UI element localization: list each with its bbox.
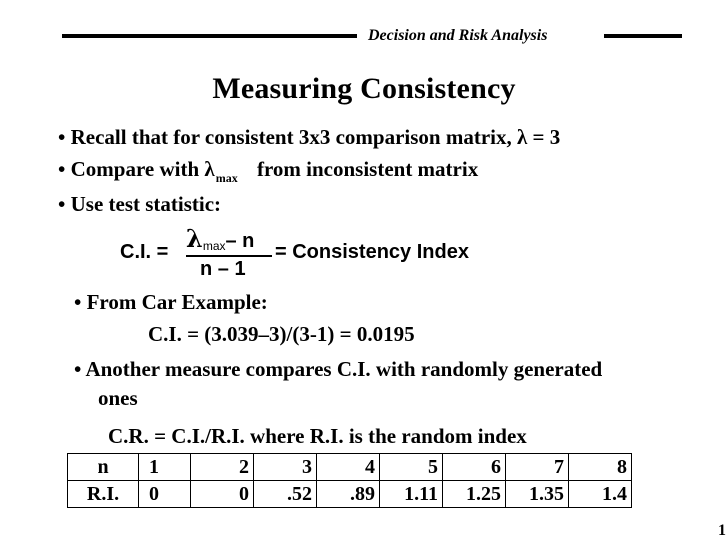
formula-lambda: λ bbox=[186, 224, 203, 253]
bullet-another-measure: • Another measure compares C.I. with randomly generated bbox=[74, 357, 603, 381]
bullet-recall: • Recall that for consistent 3x3 comparison matrix, λ = 3 bbox=[58, 125, 561, 149]
car-example-formula: C.I. = (3.039–3)/(3-1) = 0.0195 bbox=[148, 322, 415, 346]
table-cell: 6 bbox=[443, 454, 506, 481]
table-cell: 8 bbox=[569, 454, 632, 481]
table-cell: 1 bbox=[139, 454, 191, 481]
table-row-n bbox=[68, 454, 632, 481]
bullet-test-statistic: • Use test statistic: bbox=[58, 192, 222, 216]
bullet-compare bbox=[58, 157, 478, 186]
table-header-ri: R.I. bbox=[68, 481, 139, 508]
slide-title: Measuring Consistency bbox=[212, 72, 516, 105]
formula-fraction-bar bbox=[186, 255, 272, 257]
table-cell: 0 bbox=[191, 481, 254, 508]
table-cell: 1.35 bbox=[506, 481, 569, 508]
table-cell: 1.4 bbox=[569, 481, 632, 508]
header-rule-left bbox=[62, 34, 357, 38]
random-index-table bbox=[67, 453, 632, 508]
table-cell: 3 bbox=[254, 454, 317, 481]
formula-minus-n: – n bbox=[225, 230, 255, 252]
table-cell: .89 bbox=[317, 481, 380, 508]
formula-lhs: C.I. = bbox=[120, 241, 169, 263]
table-cell: 2 bbox=[191, 454, 254, 481]
table-cell: 5 bbox=[380, 454, 443, 481]
cr-definition: C.R. = C.I./R.I. where R.I. is the random index bbox=[108, 424, 527, 448]
bullet-compare-subscript: max bbox=[215, 171, 238, 185]
bullet-another-measure-cont: ones bbox=[98, 386, 138, 410]
bullet-car-example: • From Car Example: bbox=[74, 290, 268, 314]
table-cell: 1.11 bbox=[380, 481, 443, 508]
table-cell: 1.25 bbox=[443, 481, 506, 508]
table-cell: 7 bbox=[506, 454, 569, 481]
formula-max-subscript: max bbox=[202, 239, 226, 253]
table-cell: .52 bbox=[254, 481, 317, 508]
header-title: Decision and Risk Analysis bbox=[368, 27, 548, 44]
table-header-n: n bbox=[68, 454, 139, 481]
bullet-compare-rest: from inconsistent matrix bbox=[256, 157, 479, 181]
table-cell: 4 bbox=[317, 454, 380, 481]
table-row-ri bbox=[68, 481, 632, 508]
formula-numerator bbox=[186, 224, 254, 253]
page-number: 1 bbox=[718, 522, 726, 539]
formula-denominator: n – 1 bbox=[200, 258, 246, 280]
formula-rhs: = Consistency Index bbox=[275, 241, 469, 263]
header-rule-right bbox=[604, 34, 682, 38]
table-cell: 0 bbox=[139, 481, 191, 508]
bullet-compare-text: • Compare with λ bbox=[58, 157, 215, 181]
